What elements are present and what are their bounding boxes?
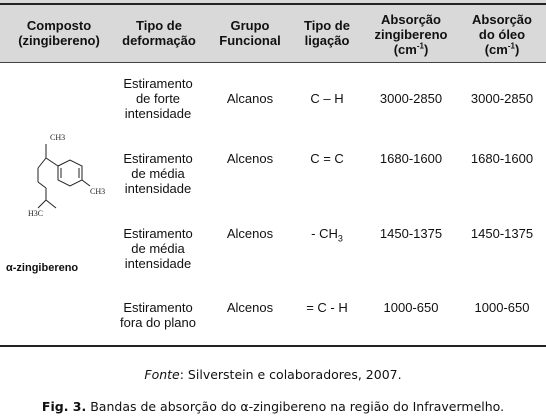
caption-label: Fig. 3. xyxy=(41,399,87,414)
row4-abs-zingibereno: 1000-650 xyxy=(383,300,439,315)
row1-deformacao: Estiramento de forte intensidade xyxy=(123,76,193,121)
row4-abs-oleo: 1000-650 xyxy=(474,300,530,315)
row2-abs-oleo: 1680-1600 xyxy=(470,151,534,166)
row2-grupo: Alcenos xyxy=(226,151,274,166)
row4-ligacao: = C - H xyxy=(306,300,348,315)
row4-deformacao: Estiramento fora do plano xyxy=(120,300,196,330)
compound-name: α-zingibereno xyxy=(6,262,79,274)
row1-abs-oleo: 3000-2850 xyxy=(470,91,534,106)
row2-abs-zingibereno: 1680-1600 xyxy=(379,151,443,166)
row2-ligacao: C = C xyxy=(310,151,344,166)
source-text: : Silverstein e colaboradores, 2007. xyxy=(179,367,402,382)
header-tipo-deformacao: Tipo de deformação xyxy=(122,18,196,48)
table-top-rule xyxy=(0,3,546,5)
row3-deformacao: Estiramento de média intensidade xyxy=(123,226,193,271)
header-tipo-ligacao: Tipo de ligação xyxy=(304,18,350,48)
ch3-top-label: CH3 xyxy=(50,133,66,142)
row3-ligacao: - $CH_3$ xyxy=(311,226,343,244)
row2-deformacao: Estiramento de média intensidade xyxy=(123,151,193,196)
row4-grupo: Alcenos xyxy=(226,300,274,315)
header-absorcao-zingibereno: Absorção zingibereno $(cm^{-1})$ xyxy=(374,12,448,57)
row1-ligacao: C – H xyxy=(310,91,344,106)
row1-abs-zingibereno: 3000-2850 xyxy=(379,91,443,106)
header-composto: Composto (zingibereno) xyxy=(18,18,100,48)
row3-abs-zingibereno: 1450-1375 xyxy=(379,226,443,241)
row3-abs-oleo: 1450-1375 xyxy=(470,226,534,241)
zingiberene-structure xyxy=(28,128,108,220)
source-note xyxy=(0,367,546,382)
h3c-left-label: H3C xyxy=(28,209,44,218)
header-absorcao-oleo: Absorção do óleo $(cm^{-1})$ xyxy=(472,12,532,57)
header-grupo-funcional: Grupo Funcional xyxy=(219,18,281,48)
ch3-right-label: CH3 xyxy=(90,187,106,196)
table-bottom-rule xyxy=(0,345,546,347)
row1-grupo: Alcanos xyxy=(226,91,274,106)
table-header-rule xyxy=(0,62,546,63)
caption-text: Bandas de absorção do α-zingibereno na região do Infravermelho. xyxy=(86,399,505,414)
source-label: Fonte xyxy=(144,367,180,382)
figure-caption xyxy=(0,399,546,414)
row3-grupo: Alcenos xyxy=(226,226,274,241)
